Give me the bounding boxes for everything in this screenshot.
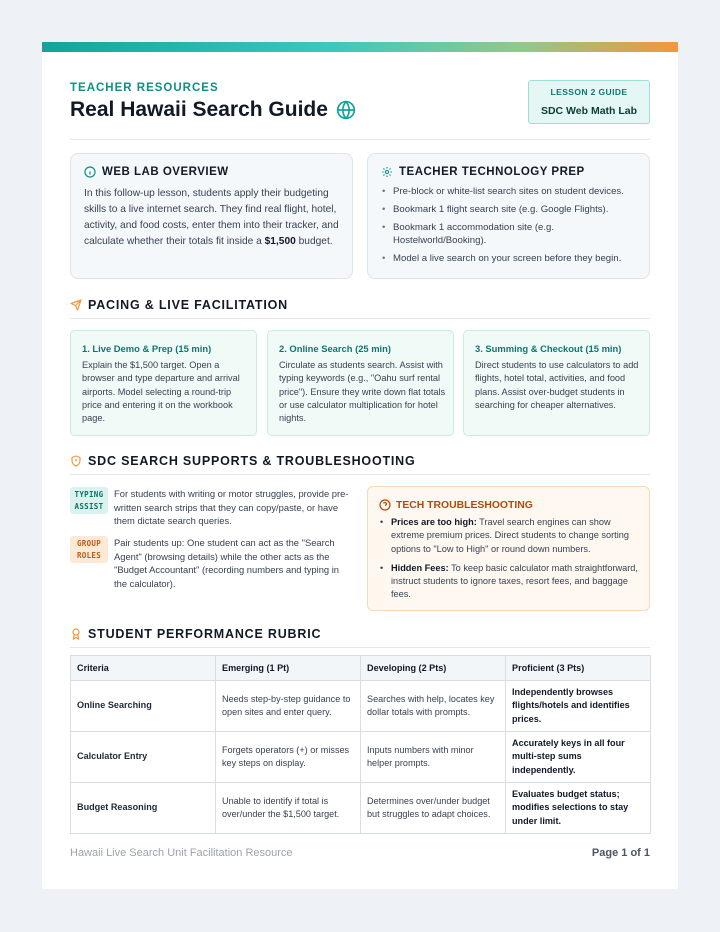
tag-line: ROLES	[76, 550, 102, 560]
pacing-section-title	[70, 298, 650, 319]
list-item: • Bookmark 1 accommodation site (e.g. Hostelworld/Booking).	[380, 221, 642, 247]
overview-body-end: budget.	[295, 236, 333, 247]
tech-prep-title	[381, 166, 585, 178]
trouble-item-label: Prices are too high:	[391, 517, 477, 527]
step-title: 1. Live Demo & Prep (15 min)	[82, 343, 212, 354]
overview-body-text: In this follow-up lesson, students apply their budgeting skills to a live internet search. They find real flight, hotel, activity, and food costs, enter them into their tracker, and calculate whether their totals fit inside a	[84, 188, 339, 247]
criteria-cell: Calculator Entry	[71, 732, 216, 783]
rubric-section-title	[70, 627, 650, 648]
table-cell: Independently browses flights/hotels and identifies prices.	[506, 681, 651, 732]
troubleshooting-list	[378, 516, 644, 608]
tech-prep-title-text: TEACHER TECHNOLOGY PREP	[399, 166, 585, 178]
navigation-arrow-icon	[70, 299, 82, 311]
page-title-text: Real Hawaii Search Guide	[70, 98, 328, 121]
accent-bar	[42, 42, 678, 52]
column-header: Emerging (1 Pt)	[216, 656, 361, 681]
list-item: • Model a live search on your screen before they begin.	[380, 252, 642, 265]
pacing-step-2	[267, 330, 454, 436]
award-icon	[70, 628, 82, 640]
criteria-cell: Budget Reasoning	[71, 783, 216, 834]
shield-icon	[70, 455, 82, 467]
criteria-cell: Online Searching	[71, 681, 216, 732]
page-title	[70, 98, 356, 122]
help-circle-icon	[379, 499, 391, 511]
table-row	[71, 783, 651, 834]
table-cell: Accurately keys in all four multi-step sums independently.	[506, 732, 651, 783]
pacing-title-text: PACING & LIVE FACILITATION	[88, 298, 288, 312]
support-text: For students with writing or motor struggles, provide pre-written search strips that they can copy/paste, or have them dictate search queries.	[114, 488, 349, 527]
list-item	[378, 562, 644, 602]
step-text: Circulate as students search. Assist with typing keywords (e.g., "Oahu surf rental price"). Ensure they write down flat totals or use calculator multiplication for hotel nights.	[279, 360, 446, 424]
rubric-table	[70, 655, 651, 834]
globe-icon	[336, 100, 356, 120]
info-icon	[84, 166, 96, 178]
table-cell: Inputs numbers with minor helper prompts.	[361, 732, 506, 783]
footer-resource-label: Hawaii Live Search Unit Facilitation Resource	[70, 847, 293, 859]
page-header	[70, 82, 650, 140]
overview-body	[84, 186, 342, 250]
pacing-step-3	[463, 330, 650, 436]
trouble-item-label: Hidden Fees:	[391, 562, 449, 573]
support-text: Pair students up: One student can act as the "Search Agent" (browsing details) while the other acts as the "Budget Accountant" (recording numbers and typing in the calculator).	[114, 537, 340, 589]
typing-assist-tag	[70, 487, 108, 514]
step-title: 2. Online Search (25 min)	[279, 343, 392, 354]
column-header: Proficient (3 Pts)	[506, 656, 651, 681]
lesson-badge-lab: SDC Web Math Lab	[540, 105, 638, 117]
step-text: Explain the $1,500 target. Open a browser and type departure and arrival airports. Model selecting a round-trip price and entering it on the workbook page.	[82, 360, 240, 424]
page-footer	[70, 847, 650, 859]
table-row	[71, 681, 651, 732]
overview-title	[84, 166, 229, 178]
table-header-row	[71, 656, 651, 681]
tag-line: TYPING	[74, 490, 104, 499]
list-item	[378, 516, 644, 556]
troubleshooting-title	[379, 499, 533, 511]
trouble-item-text: Travel search engines can show extreme premium prices. Direct students to change sorting options to "Low to High" or round down numbers.	[391, 517, 629, 554]
tag-line: ASSIST	[74, 501, 104, 511]
supports-section-title	[70, 454, 650, 475]
table-cell: Evaluates budget status; modifies selections to stay under limit.	[506, 783, 651, 834]
lesson-badge-number: LESSON 2 GUIDE	[550, 87, 628, 97]
column-header: Criteria	[71, 656, 216, 681]
table-cell: Needs step-by-step guidance to open sites and enter query.	[216, 681, 361, 732]
list-item: • Pre-block or white-list search sites on student devices.	[380, 185, 642, 198]
list-item: • Bookmark 1 flight search site (e.g. Google Flights).	[380, 203, 642, 216]
trouble-item-text: To keep basic calculator math straightforward, instruct students to ignore taxes, resort fees, and baggage fees.	[391, 562, 638, 600]
step-text: Direct students to use calculators to add flights, hotel total, activities, and food plans. Assist over-budget students in searching for cheaper alternatives.	[475, 360, 639, 410]
group-roles-tag	[70, 536, 108, 563]
table-row	[71, 732, 651, 783]
table-cell: Unable to identify if total is over/under the $1,500 target.	[216, 783, 361, 834]
table-cell: Determines over/under budget but struggles to adapt choices.	[361, 783, 506, 834]
pacing-step-1	[70, 330, 257, 436]
tag-line: GROUP	[76, 539, 102, 548]
overview-budget-amount: $1,500	[264, 236, 296, 247]
tech-prep-card	[367, 153, 650, 279]
supports-title-text: SDC SEARCH SUPPORTS & TROUBLESHOOTING	[88, 454, 416, 468]
lesson-badge	[528, 80, 650, 124]
page-number: Page 1 of 1	[591, 847, 650, 859]
tech-troubleshooting-card	[367, 486, 650, 611]
column-header: Developing (2 Pts)	[361, 656, 506, 681]
rubric-title-text: STUDENT PERFORMANCE RUBRIC	[88, 627, 322, 641]
eyebrow-label: TEACHER RESOURCES	[70, 82, 219, 94]
table-cell: Forgets operators (+) or misses key steps on display.	[216, 732, 361, 783]
troubleshooting-title-text: TECH TROUBLESHOOTING	[396, 499, 533, 511]
step-title: 3. Summing & Checkout (15 min)	[475, 343, 622, 354]
overview-title-text: WEB LAB OVERVIEW	[102, 166, 229, 178]
guide-page	[42, 42, 678, 889]
table-cell: Searches with help, locates key dollar totals with prompts.	[361, 681, 506, 732]
gear-icon	[381, 166, 393, 178]
tech-prep-list	[380, 185, 642, 270]
overview-card	[70, 153, 353, 279]
